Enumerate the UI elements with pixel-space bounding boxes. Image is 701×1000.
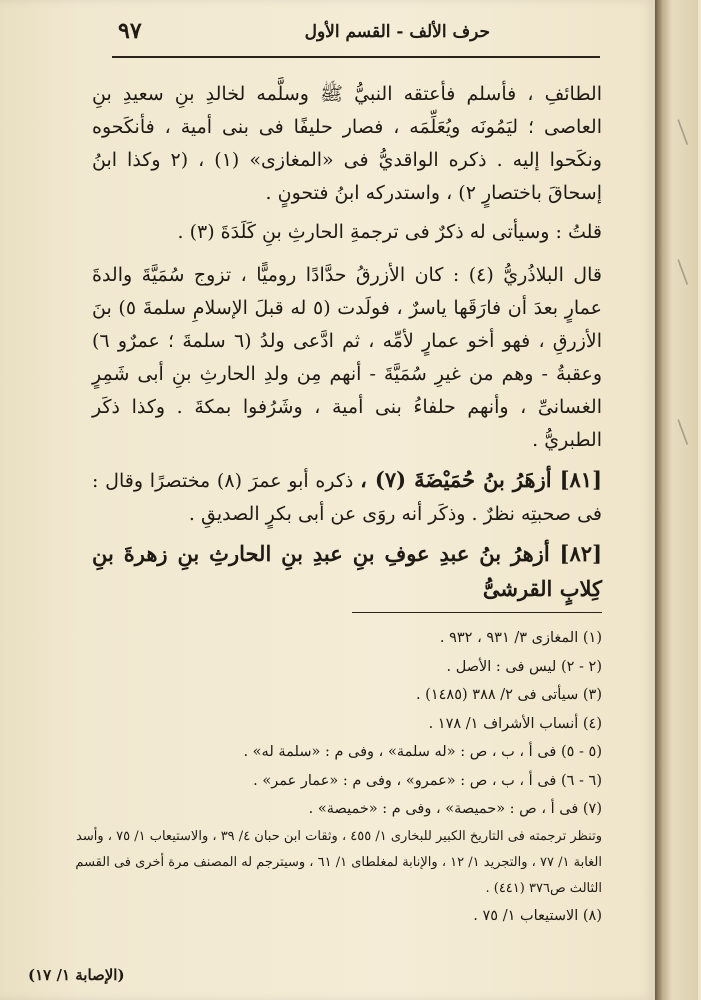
footnote-1: (١) المغازى ٣/ ٩٣١ ، ٩٣٢ . <box>439 630 602 646</box>
entry-81-text: ذكره أبو عمرَ (٨) مختصرًا وقال : فى صحبتِه نظرٌ . وذكَر أنه روَى عن أبى بكرٍ الصديقِ . <box>92 470 602 525</box>
header-rule <box>112 56 600 58</box>
footnote-rule <box>352 612 602 613</box>
footnote-2: (٢ - ٢) ليس فى : الأصل . <box>446 658 602 675</box>
entry-82 <box>92 537 602 607</box>
entry-81-title: [٨١] أزهَرُ بنُ حُمَيْضَةَ (٧) ، <box>360 467 603 492</box>
next-page-edge: ـــــ ـــــ ـــــ <box>655 0 698 1000</box>
footnote-8: (٨) الاستيعاب ١/ ٧٥ . <box>473 907 602 924</box>
footnotes <box>72 624 602 930</box>
paragraph-baladhuri: قال البلاذُريُّ (٤) : كان الأزرقُ حدَّادًا روميًّا ، تزوج سُمَيَّةَ والدةَ عمارٍ بعدَ أن فارَقَها ياسرٌ ، فولَدت (٥ له قبلَ الإسلامِ سلمةَ ٥) بنَ الأزرقِ ، فهو أخو عمارٍ لأمِّه ، ثم ادَّعى ولدُ (٦ سلمةَ ؛ عمرٌو ٦) وعقبةُ - وهم من غيرِ سُمَيَّةَ - أنهم مِن ولدِ الحارثِ بنِ أبى شَمِرٍ الغسانىِّ ، وأنهم حلفاءُ بنى أمية ، وشَرُفوا بمكةَ . وكذا ذكَر الطبريُّ . <box>92 264 603 451</box>
entry-82-title: [٨٢] أزهرُ بنُ عبدِ عوفِ بنِ عبدِ بنِ الحارثِ بنِ زهرةَ بنِ كِلابٍ القرشىُّ <box>92 541 602 601</box>
footnote-6: (٦ - ٦) فى أ ، ب ، ص : «عمرو» ، وفى م : «عمار عمر» . <box>253 772 602 789</box>
signature-mark: (الإصابة ١/ ١٧) <box>28 966 125 984</box>
footnote-3: (٣) سيأتى فى ٢/ ٣٨٨ (١٤٨٥) . <box>415 687 602 703</box>
footnote-5: (٥ - ٥) فى أ ، ب ، ص : «له سلمة» ، وفى م : «سلمة له» . <box>243 744 602 760</box>
footnote-7-references: وتنظر ترجمته فى التاريخ الكبير للبخارى ١/ ٤٥٥ ، وثقات ابن حبان ٤/ ٣٩ ، والاستيعاب ١/ ٧٥ ، وأسد الغابة ١/ ٧٧ ، والتجريد ١/ ١٢ ، والإنابة لمغلطاى ١/ ٦١ ، وسيترجم له المصنف مرة أخرى فى القسم الثالث ص٣٧٦ (٤٤١) . <box>75 828 602 896</box>
page-number: ٩٧ <box>118 18 142 44</box>
footnote-4: (٤) أنساب الأشراف ١/ ١٧٨ . <box>428 715 602 732</box>
header-title: حرف الألف - القسم الأول <box>304 22 490 42</box>
footnote-7: (٧) فى أ ، ص : «حميصة» ، وفى م : «خميصة» . <box>308 801 602 817</box>
paragraph-qultu: قلتُ : وسيأتى له ذكرٌ فى ترجمةِ الحارثِ بنِ كَلَدَةَ (٣) . <box>177 221 602 243</box>
main-text <box>92 78 602 613</box>
running-header <box>110 18 600 50</box>
entry-81 <box>92 463 602 531</box>
paragraph-taif: الطائفِ ، فأسلم فأعتقه النبيُّ ﷺ وسلَّمه لخالدِ بنِ سعيدِ بنِ العاصى ؛ ليَمُونَه ويُعَلِّمَه ، فصار حليفًا فى بنى أمية ، فأنكَحوه ونكَحوا إليه . ذكره الواقديُّ فى «المغازى» (١) ، (٢ وكذا ابنُ إسحاقَ باختصارٍ ٢) ، واستدركه ابنُ فتحونٍ . <box>92 83 602 204</box>
